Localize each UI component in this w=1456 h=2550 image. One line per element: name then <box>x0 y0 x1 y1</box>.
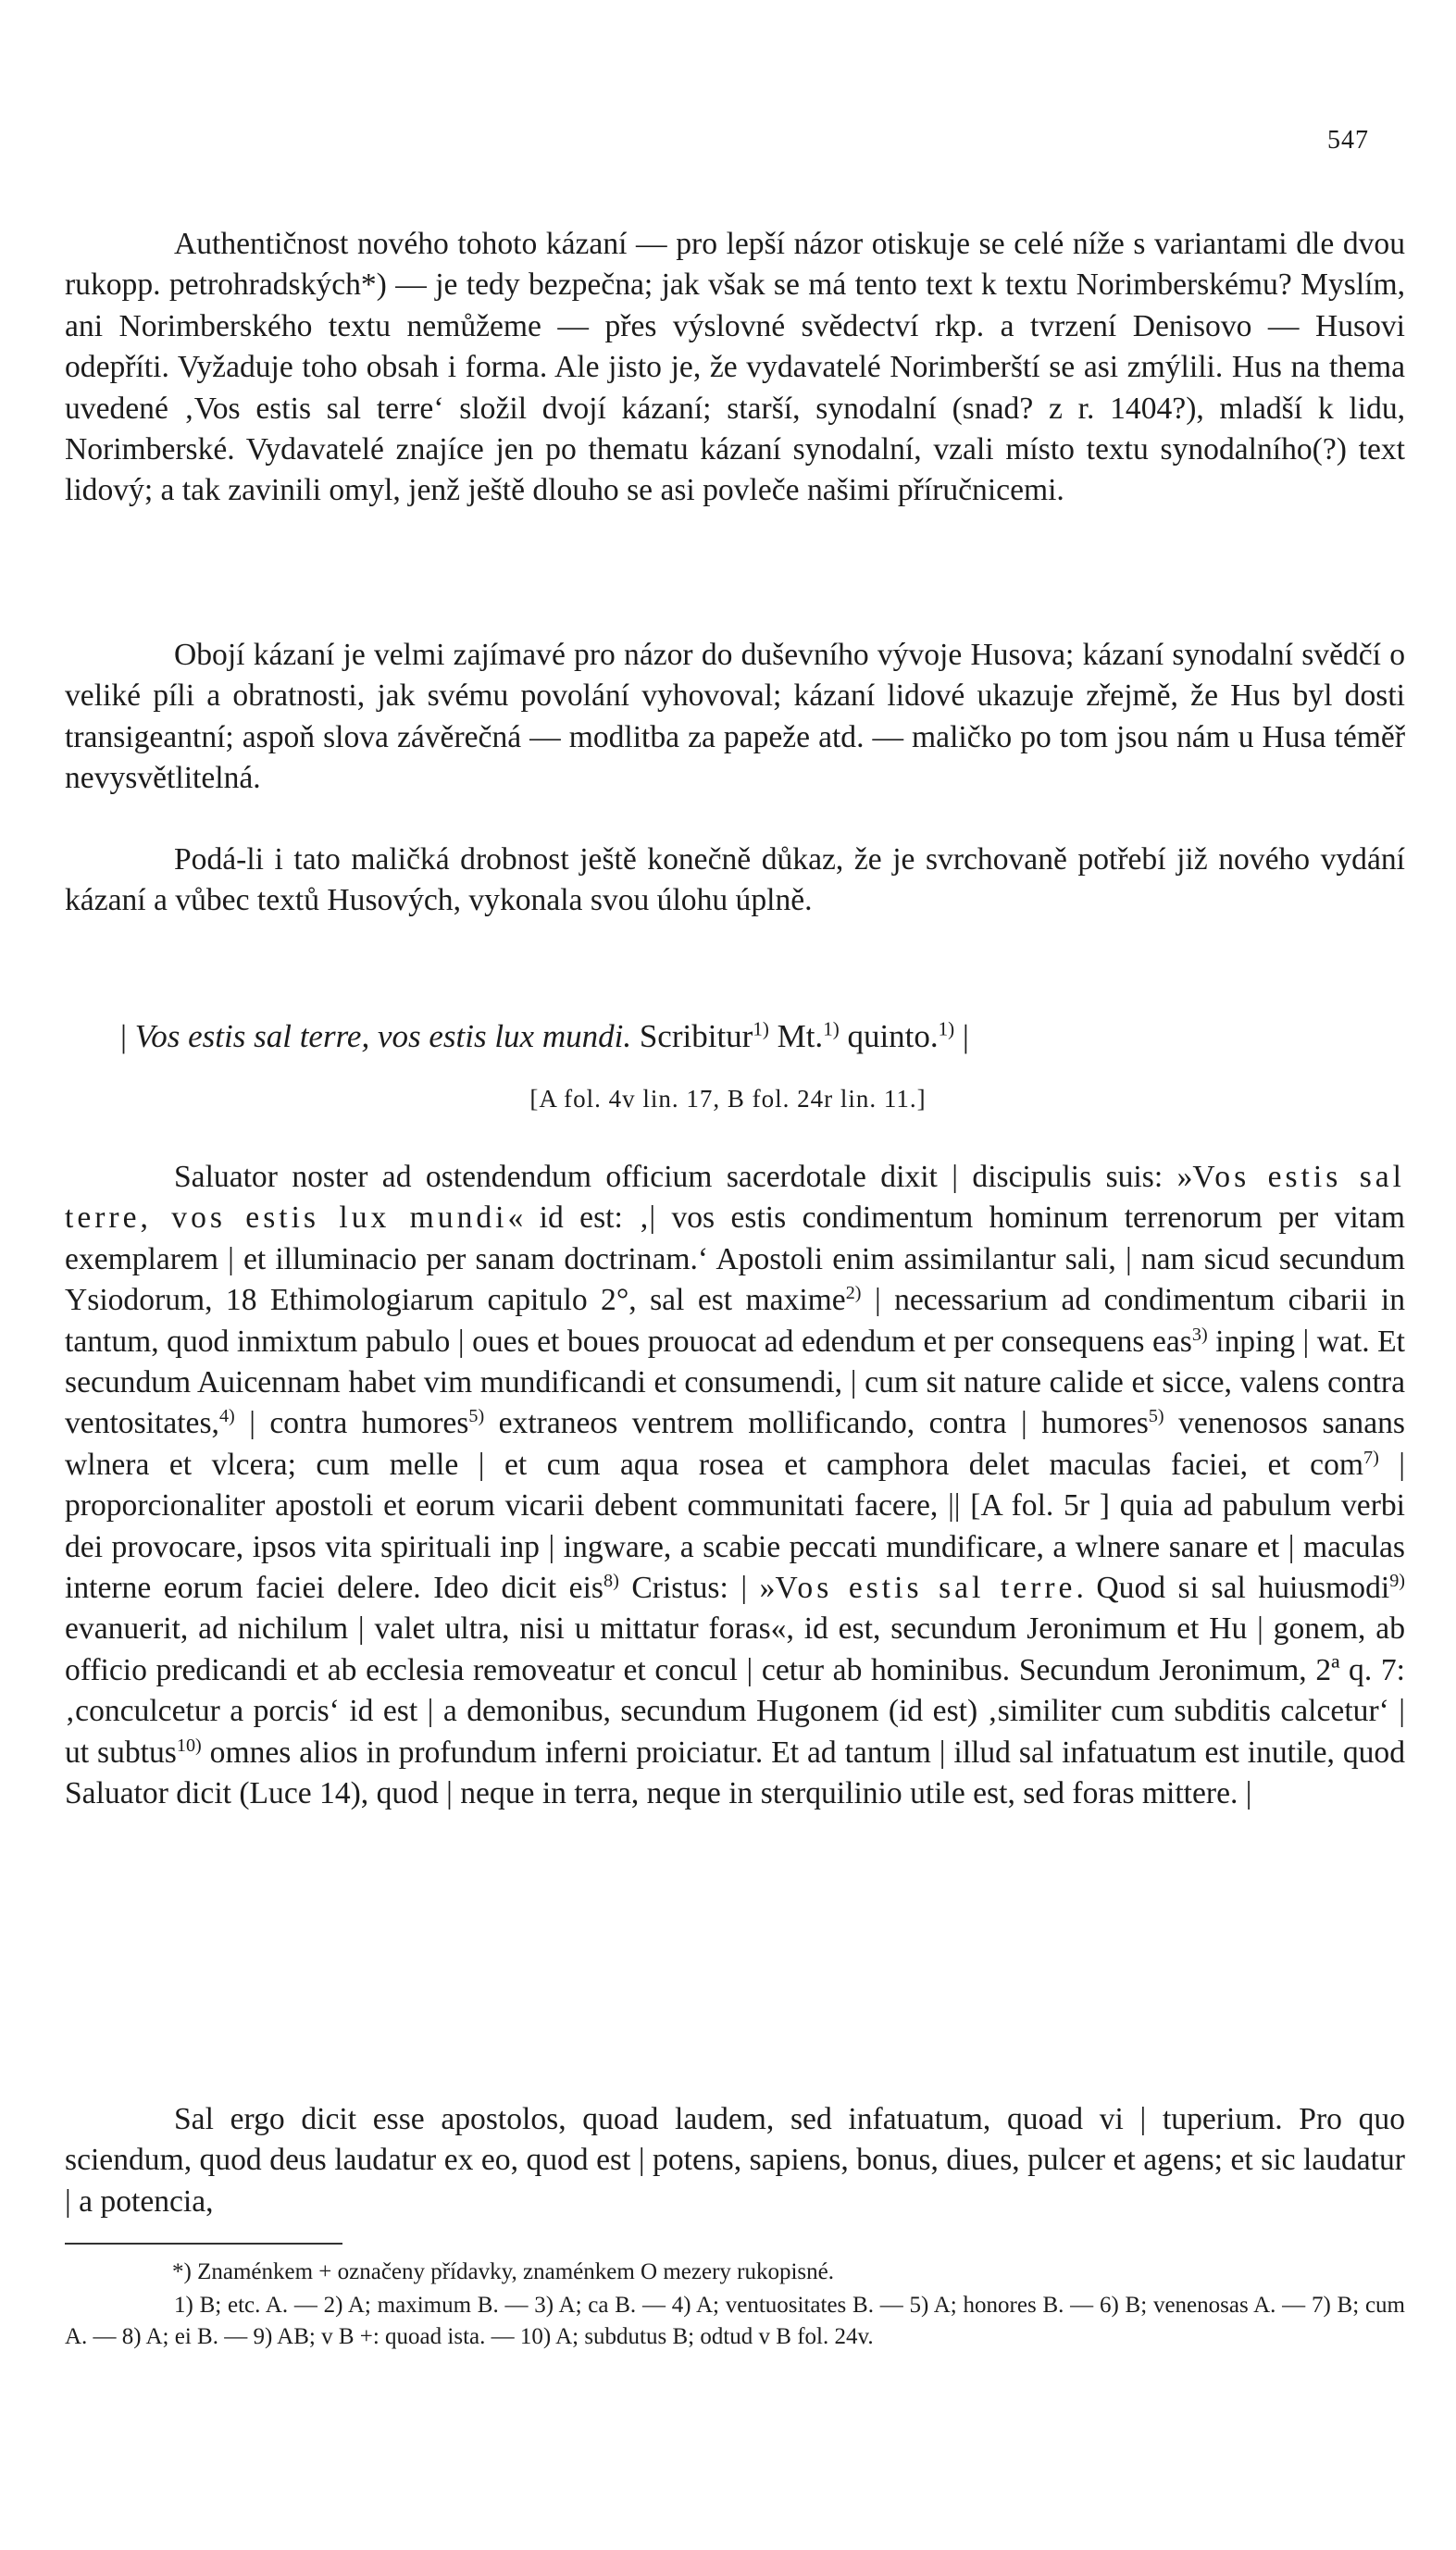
heading-note-1: 1) <box>753 1017 769 1040</box>
latin-text: Saluator noster ad ostendendum officium sacerdotale dixit | discipulis suis: » <box>174 1160 1193 1194</box>
latin-quote: Vos estis sal terre, vos estis lux mundi <box>65 1160 1405 1236</box>
latin-quote: Vos estis sal terre <box>775 1571 1076 1606</box>
footnote-ref: 7) <box>1363 1447 1379 1468</box>
footnote-ref: 8) <box>603 1570 619 1591</box>
footnote-divider <box>65 2243 342 2245</box>
heading-scribitur: Scribitur <box>639 1018 753 1054</box>
footnote-ref: 9) <box>1389 1570 1405 1591</box>
intro-paragraph-1: Authentičnost nového tohoto kázaní — pro lepší názor otiskuje se celé níže s variantami dle dvou rukopp. petrohradských*) — je tedy bezpečna; jak však se má tento text k textu Norimberskému? Myslím, ani Norimberského textu nemůžeme — přes výslovné svědectví rkp. a tvrzení Denisovo — Husovi odepříti. Vyžaduje toho obsah i forma. Ale jisto je, že vydavatelé Norimberští se asi zmýlili. Hus na thema uvedené ‚Vos estis sal terre‘ složil dvojí kázaní; starší, synodalní (snad? z r. 1404?), mladší k lidu, Norimberské. Vydavatelé znajíce jen po thematu kázaní synodalní, vzali místo textu synodalního(?) text lidový; a tak zavinili omyl, jenž ještě dlouho se asi povleče našimi příručnicemi. <box>65 227 1405 508</box>
latin-text: inping | wat. Et secundum Auicennam habet vim mundificandi et consumendi, | cum sit nature calide et sicce, valens contra ventositates, <box>65 1324 1405 1441</box>
latin-text: evanuerit, ad nichilum | valet ultra, nisi u mittatur foras«, id est, secundum Jeronimum et Hu | gonem, ab officio predicandi et ab ecclesia removeatur et concul | cetur ab hominibus. Secundum Jeronimum, 2ª q. 7: ‚conculcetur a porcis‘ id est | a demonibus, secundum Hugonem (id est) ‚similiter cum subditis calcetur‘ | ut subtus <box>65 1611 1405 1770</box>
latin-text: | proporcionaliter apostoli et eorum vicarii debent communitati facere, || [A fol. 5r ] quia ad pabulum verbi dei provocare, ipsos vita spirituali inp | ingware, a scabie peccati mundificare, a wlnere sanare et | maculas interne eorum faciei delere. Ideo dicit eis <box>65 1447 1406 1606</box>
footnote-ref: 10) <box>176 1735 202 1756</box>
footnote-star: *) Znaménkem + označeny přídavky, znaménkem O mezery rukopisné. <box>172 2259 834 2284</box>
folio-reference: [A fol. 4v lin. 17, B fol. 24r lin. 11.] <box>529 1085 927 1113</box>
latin-text: extraneos ventrem mollificando, contra | humores <box>484 1406 1149 1441</box>
latin-paragraph-1 <box>65 1157 1405 1815</box>
heading-note-2: 1) <box>823 1017 840 1040</box>
heading-mt: Mt. <box>777 1018 824 1054</box>
heading-bar-close: | <box>962 1018 969 1054</box>
latin-text: | necessarium ad condimentum cibarii in tantum, quod inmixtum pabulo | oues et boues prouocat ad edendum et per consequens eas <box>65 1283 1405 1359</box>
heading-note-3: 1) <box>938 1017 955 1040</box>
footnote-ref: 3) <box>1191 1324 1208 1345</box>
footnote-variants: 1) B; etc. A. — 2) A; maximum B. — 3) A; ca B. — 4) A; ventuositates B. — 5) A; honores B. — 6) B; venenosas A. — 7) B; cum A. — 8) A; ei B. — 9) AB; v B +: quoad ista. — 10) A; subdutus B; odtud v B fol. 24v. <box>65 2293 1405 2349</box>
intro-paragraph-3: Podá-li i tato maličká drobnost ještě konečně důkaz, že je svrchovaně potřebí již nového vydání kázaní a vůbec textů Husových, vykonala svou úlohu úplně. <box>65 842 1405 918</box>
footnote-ref: 5) <box>468 1406 485 1427</box>
latin-paragraph-2: Sal ergo dicit esse apostolos, quoad laudem, sed infatuatum, quoad vi | tuperium. Pro quo sciendum, quod deus laudatur ex eo, quod est | potens, sapiens, bonus, diues, pulcer et agens; et sic laudatur | a potencia, <box>65 2102 1405 2219</box>
footnote-ref: 2) <box>845 1283 862 1304</box>
latin-text: « id est: ‚| vos estis condimentum hominum terrenorum per vitam exemplarem | et illuminacio per sanam doctrinam.‘ Apostoli enim assimilantur sali, | nam sicud secundum Ysiodorum, 18 Ethimologiarum capitulo 2°, sal est maxime <box>65 1200 1405 1318</box>
footnote-ref: 5) <box>1148 1406 1164 1427</box>
intro-paragraph-2: Obojí kázaní je velmi zajímavé pro názor do duševního vývoje Husova; kázaní synodalní svědčí o veliké píli a obratnosti, jak svému povolání vyhovoval; kázaní lidové ukazuje zřejmě, že Hus byl dosti transigeantní; aspoň slova závěrečná — modlitba za papeže atd. — maličko po tom jsou nám u Husa téměř nevysvětlitelná. <box>65 638 1405 796</box>
latin-text: . Quod si sal huiusmodi <box>1076 1571 1390 1606</box>
heading-quinto: quinto. <box>847 1018 939 1054</box>
latin-text: Cristus: | » <box>618 1571 776 1606</box>
latin-text: omnes alios in profundum inferni proiciatur. Et ad tantum | illud sal infatuatum est inutile, quod Saluator dicit (Luce 14), quod | neque in terra, neque in sterquilinio utile est, sed foras mittere. | <box>65 1735 1405 1811</box>
latin-text: venenosos sanans wlnera et vlcera; cum melle | et cum aqua rosea et camphora delet maculas faciei, et com <box>65 1406 1405 1482</box>
heading-theme: Vos estis sal terre, vos estis lux mundi. <box>134 1018 632 1054</box>
footnote-ref: 4) <box>218 1406 235 1427</box>
heading-bar-open: | <box>120 1018 128 1054</box>
sermon-heading <box>120 1016 1398 1057</box>
latin-text: | contra humores <box>234 1406 469 1441</box>
page-number: 547 <box>1327 126 1369 155</box>
